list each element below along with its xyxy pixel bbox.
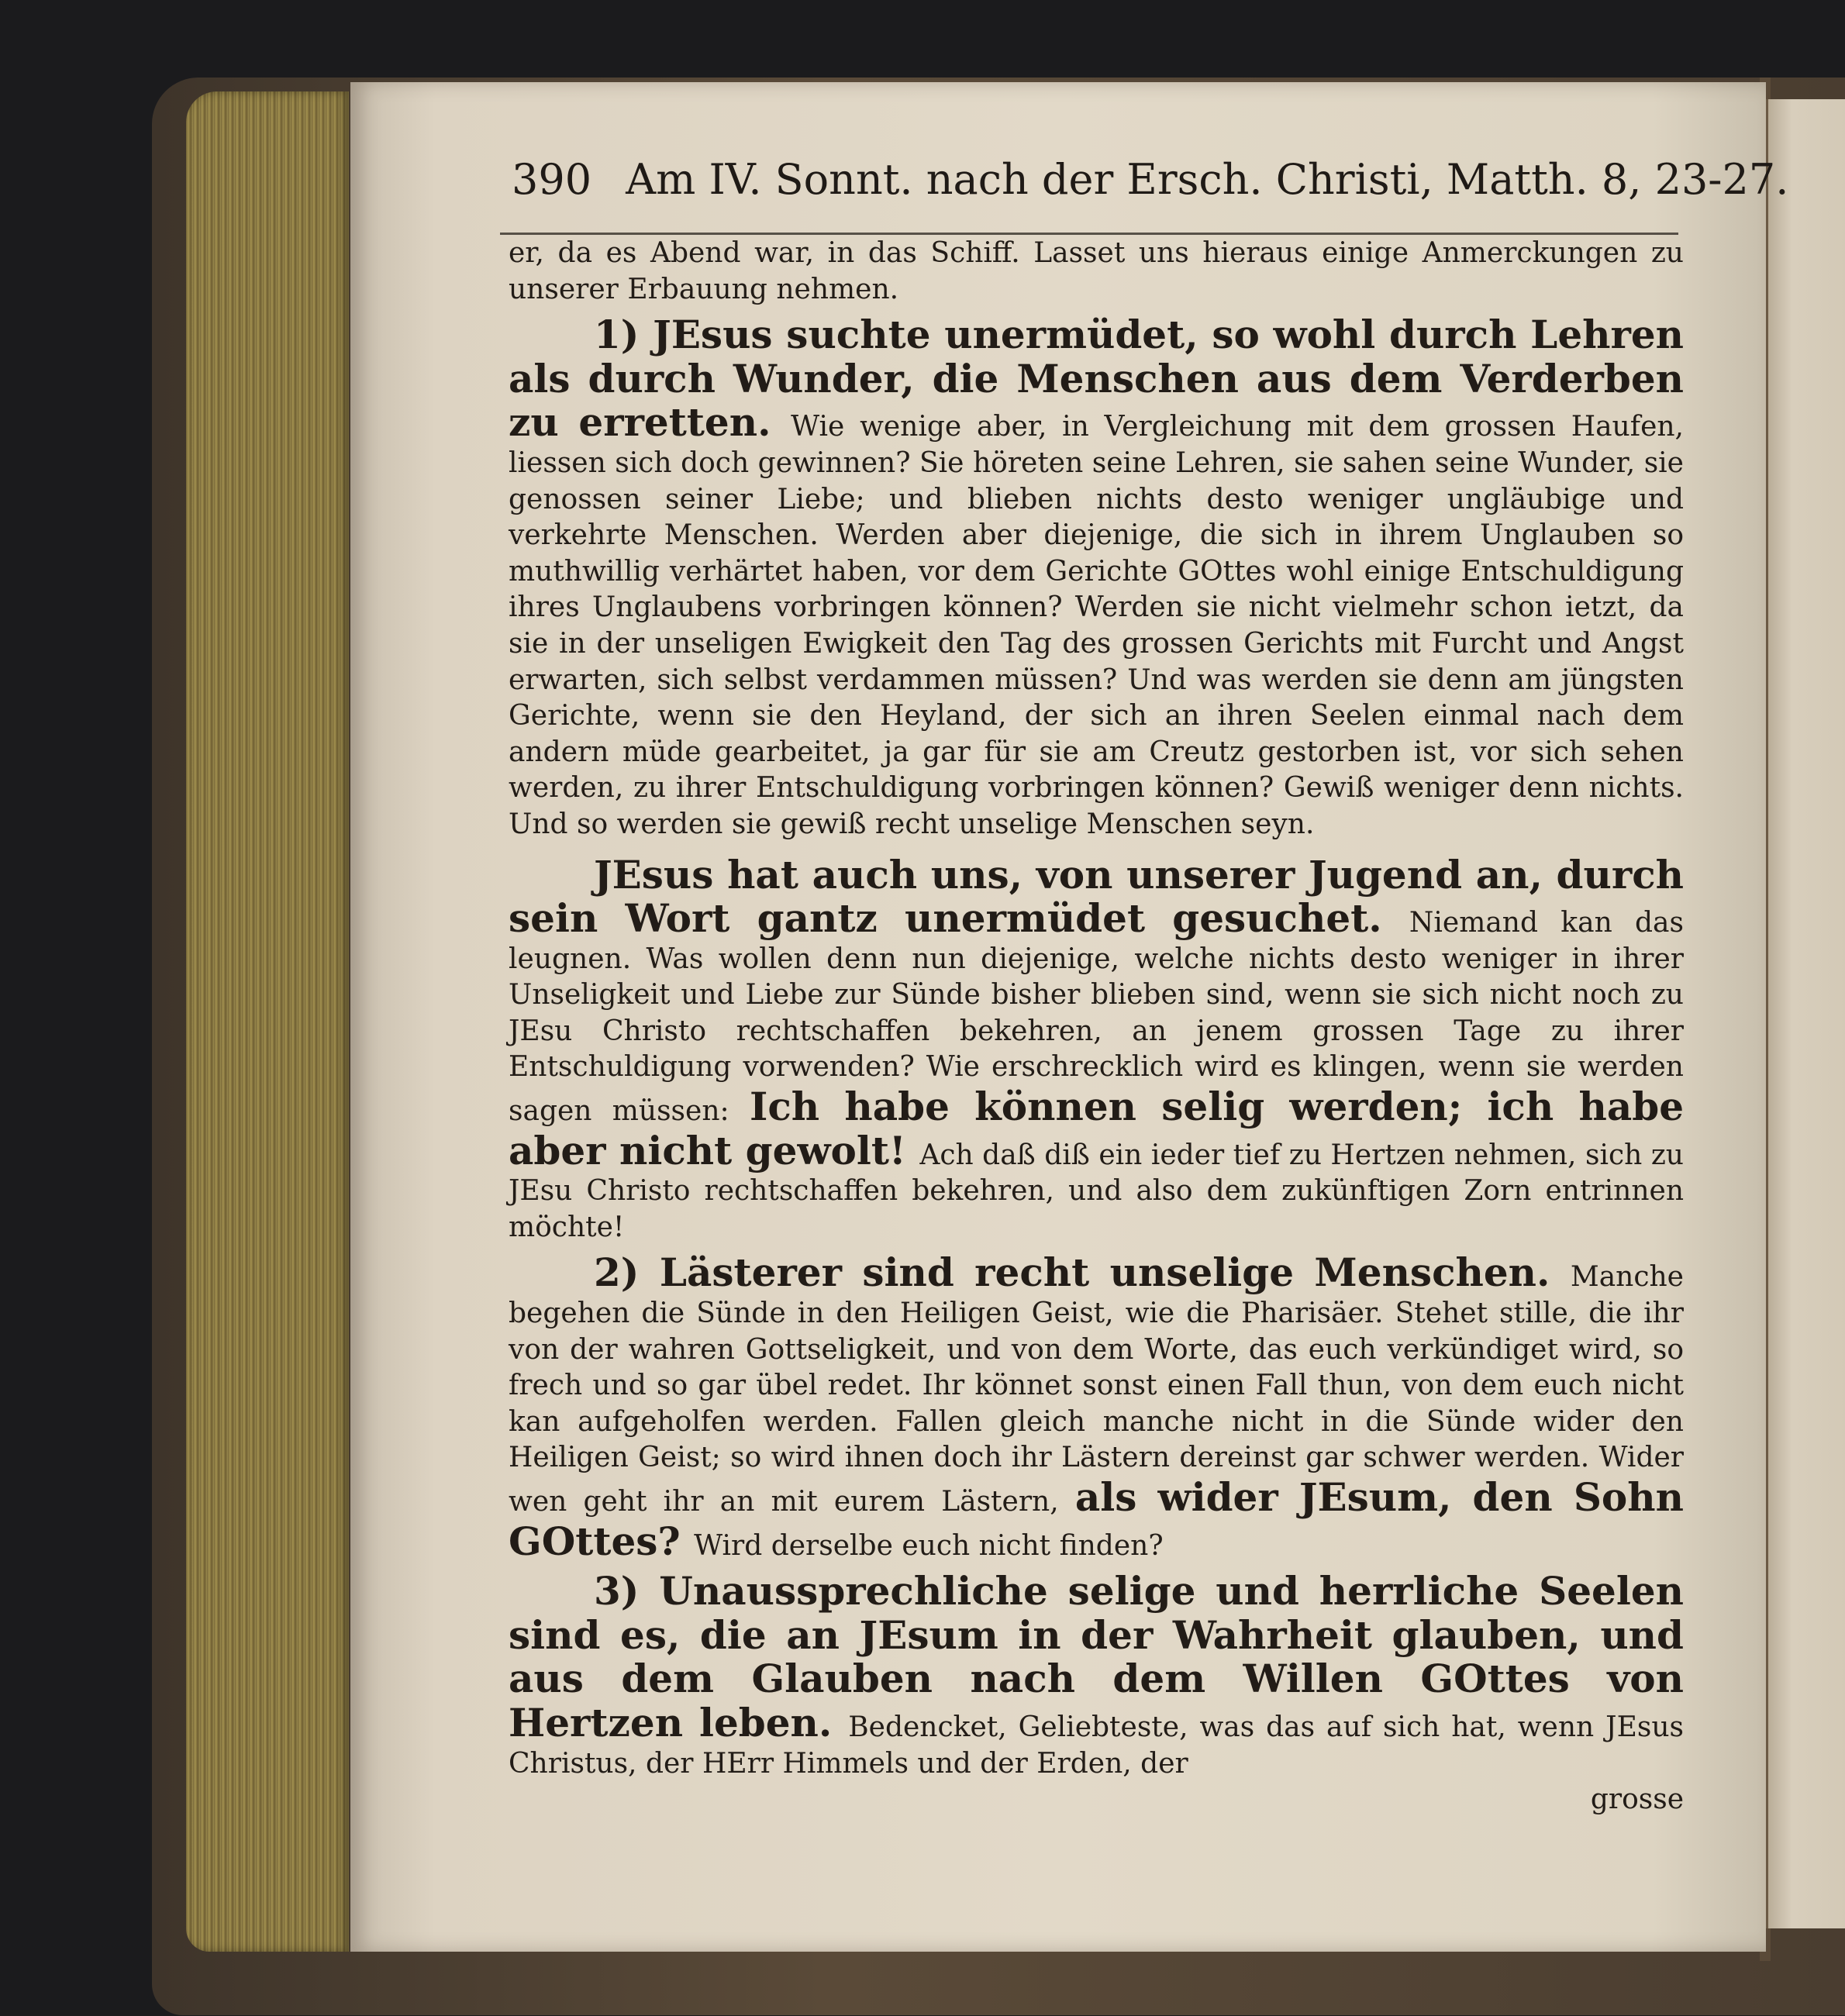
catchword: grosse <box>1590 1783 1684 1816</box>
text-run: Manche begehen die Sünde in den Heiligen Geist, wie die Pharisäer. Stehet stille, die ihr von der wahren Gottseligkeit, und von dem Worte, das euch verkündiget wird, so frech und so gar übel redet. Ihr könnet sonst einen Fall thun, von dem euch nicht kan aufgeholfen werden. Fallen gleich manche nicht in die Sünde wider den Heiligen Geist; so wird ihnen doch ihr Lästern dereinst gar schwer werden. Wider wen geht ihr an mit eurem Lästern, <box>509 1261 1684 1518</box>
next-page-edge <box>1766 99 1845 1928</box>
paragraph <box>509 1570 1684 1782</box>
text-run: er, da es Abend war, in das Schiff. Lasset uns hieraus einige Anmerckungen zu unserer Erbauung nehmen. <box>509 237 1684 305</box>
page-number: 390 <box>512 155 592 204</box>
emphasized-text: JEsus hat auch uns, von unserer Jugend an, durch sein Wort gantz unermüdet gesuchet. <box>509 851 1684 942</box>
paragraph <box>509 1249 1684 1564</box>
text-run: Bedencket, Geliebteste, was das auf sich hat, wenn JEsus Christus, der HErr Himmels und der Erden, der <box>509 1711 1684 1780</box>
running-header <box>512 155 1789 233</box>
running-title: Am IV. Sonnt. nach der Ersch. Christi, Matth. 8, 23-27. <box>626 155 1789 204</box>
paragraph <box>509 314 1684 843</box>
emphasized-text: als wider JEsum, den Sohn GOttes? <box>509 1474 1684 1564</box>
text-run: Ach daß diß ein ieder tief zu Hertzen nehmen, sich zu JEsu Christo rechtschaffen bekehren, und also dem zukünftigen Zorn entrinnen möchte! <box>509 1139 1684 1243</box>
emphasized-text: Ich habe können selig werden; ich habe aber nicht gewolt! <box>509 1084 1685 1173</box>
header-rule <box>500 233 1678 235</box>
emphasized-text: 2) Lästerer sind recht unselige Menschen. <box>594 1249 1571 1296</box>
text-run: Niemand kan das leugnen. Was wollen denn nun diejenige, welche nichts desto weniger in ihrer Unseligkeit und Liebe zur Sünde bisher blieben sind, wenn sie sich nicht noch zu JEsu Christo rechtschaffen bekehren, an jenem grossen Tage zu ihrer Entschuldigung vorwenden? Wie erschrecklich wird es klingen, wenn sie werden sagen müssen: <box>509 907 1684 1128</box>
emphasized-text: 3) Unaussprechliche selige und herrliche Seelen sind es, die an JEsum in der Wahrheit glauben, und aus dem Glauben nach dem Willen GOttes von Hertzen leben. <box>509 1568 1684 1745</box>
paragraph <box>509 236 1684 308</box>
emphasized-text: 1) JEsus suchte unermüdet, so wohl durch Lehren als durch Wunder, die Menschen aus dem Verderben zu erretten. <box>509 312 1684 446</box>
text-run: Wie wenige aber, in Vergleichung mit dem grossen Haufen, liessen sich doch gewinnen? Sie höreten seine Lehren, sie sahen seine Wunder, sie genossen seiner Liebe; und blieben nichts desto weniger ungläubige und verkehrte Menschen. Werden aber diejenige, die sich in ihrem Unglauben so muthwillig verhärtet haben, vor dem Gerichte GOttes wohl einige Entschuldigung ihres Unglaubens vorbringen können? Werden sie nicht vielmehr schon ietzt, da sie in der unseligen Ewigkeit den Tag des grossen Gerichts mit Furcht und Angst erwarten, sich selbst verdammen müssen? Und was werden sie denn am jüngsten Gerichte, wenn sie den Heyland, der sich an ihren Seelen einmal nach dem andern müde gearbeitet, ja gar für sie am Creutz gestorben ist, vor sich sehen werden, zu ihrer Entschuldigung vorbringen können? Gewiß weniger denn nichts. Und so werden sie gewiß recht unselige Menschen seyn. <box>509 411 1685 840</box>
page-body <box>509 236 1684 1818</box>
page-edges <box>186 91 349 1952</box>
text-run: Wird derselbe euch nicht finden? <box>694 1529 1164 1562</box>
paragraph <box>509 851 1685 1246</box>
